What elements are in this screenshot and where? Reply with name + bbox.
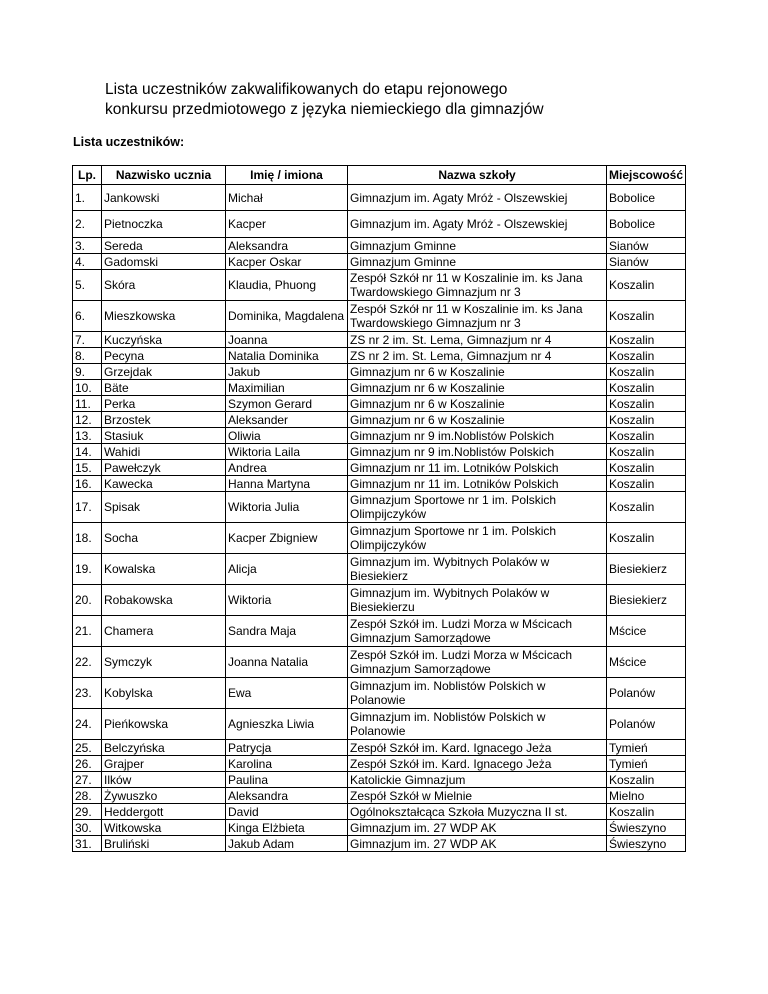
row-number: 19. [73,554,102,585]
school-name: Zespół Szkół im. Ludzi Morza w Mścicach Gimnazjum Samorządowe [348,616,607,647]
row-number: 24. [73,709,102,740]
row-number: 29. [73,804,102,820]
town: Koszalin [607,492,686,523]
town: Polanów [607,709,686,740]
table-row [73,788,686,804]
table-row [73,380,686,396]
surname: Robakowska [102,585,226,616]
first-name: Oliwia [226,428,348,444]
school-name: ZS nr 2 im. St. Lema, Gimnazjum nr 4 [348,332,607,348]
table-row [73,740,686,756]
row-number: 1. [73,185,102,211]
school-name: Zespół Szkół im. Kard. Ignacego Jeża [348,756,607,772]
surname: Socha [102,523,226,554]
table-row [73,476,686,492]
row-number: 8. [73,348,102,364]
first-name: Kacper Oskar [226,254,348,270]
row-number: 23. [73,678,102,709]
first-name: Kacper Zbigniew [226,523,348,554]
table-row [73,709,686,740]
town: Koszalin [607,364,686,380]
town: Koszalin [607,301,686,332]
town: Koszalin [607,523,686,554]
table-header-row [73,166,686,185]
first-name: Aleksandra [226,238,348,254]
table-row [73,254,686,270]
table-row [73,585,686,616]
first-name: Hanna Martyna [226,476,348,492]
table-row [73,348,686,364]
school-name: Gimnazjum im. Noblistów Polskich w Polanowie [348,678,607,709]
row-number: 3. [73,238,102,254]
first-name: Wiktoria [226,585,348,616]
surname: Jankowski [102,185,226,211]
table-row [73,523,686,554]
school-name: Zespół Szkół nr 11 w Koszalinie im. ks Jana Twardowskiego Gimnazjum nr 3 [348,301,607,332]
title-line-1: Lista uczestników zakwalifikowanych do etapu rejonowego [105,81,508,98]
town: Koszalin [607,428,686,444]
school-name: Zespół Szkół w Mielnie [348,788,607,804]
row-number: 22. [73,647,102,678]
row-number: 15. [73,460,102,476]
header-school: Nazwa szkoły [348,166,607,185]
table-row [73,678,686,709]
first-name: Michał [226,185,348,211]
first-name: Joanna Natalia [226,647,348,678]
school-name: ZS nr 2 im. St. Lema, Gimnazjum nr 4 [348,348,607,364]
surname: Pietnoczka [102,211,226,238]
table-body [73,185,686,852]
row-number: 18. [73,523,102,554]
first-name: Patrycja [226,740,348,756]
school-name: Gimnazjum nr 11 im. Lotników Polskich [348,460,607,476]
table-row [73,412,686,428]
surname: Witkowska [102,820,226,836]
document-title [105,80,544,120]
town: Świeszyno [607,836,686,852]
surname: Heddergott [102,804,226,820]
surname: Spisak [102,492,226,523]
town: Polanów [607,678,686,709]
surname: Bäte [102,380,226,396]
surname: Wahidi [102,444,226,460]
school-name: Ogólnokształcąca Szkoła Muzyczna II st. [348,804,607,820]
first-name: Aleksander [226,412,348,428]
surname: Grajper [102,756,226,772]
school-name: Gimnazjum nr 11 im. Lotników Polskich [348,476,607,492]
surname: Bruliński [102,836,226,852]
table-row [73,460,686,476]
school-name: Gimnazjum Gminne [348,238,607,254]
town: Koszalin [607,348,686,364]
table-row [73,554,686,585]
school-name: Katolickie Gimnazjum [348,772,607,788]
table-row [73,185,686,211]
row-number: 4. [73,254,102,270]
table-row [73,301,686,332]
town: Biesiekierz [607,554,686,585]
table-row [73,492,686,523]
first-name: Kacper [226,211,348,238]
first-name: Aleksandra [226,788,348,804]
town: Koszalin [607,332,686,348]
surname: Belczyńska [102,740,226,756]
row-number: 16. [73,476,102,492]
first-name: David [226,804,348,820]
surname: Pieńkowska [102,709,226,740]
first-name: Dominika, Magdalena [226,301,348,332]
town: Mścice [607,616,686,647]
town: Koszalin [607,380,686,396]
table-row [73,270,686,301]
town: Sianów [607,254,686,270]
row-number: 20. [73,585,102,616]
table-row [73,756,686,772]
surname: Żywuszko [102,788,226,804]
table-row [73,364,686,380]
school-name: Gimnazjum im. Wybitnych Polaków w Biesiekierz [348,554,607,585]
row-number: 6. [73,301,102,332]
table-row [73,647,686,678]
row-number: 9. [73,364,102,380]
row-number: 25. [73,740,102,756]
table-row [73,836,686,852]
row-number: 27. [73,772,102,788]
first-name: Klaudia, Phuong [226,270,348,301]
table-row [73,332,686,348]
school-name: Zespół Szkół im. Kard. Ignacego Jeża [348,740,607,756]
first-name: Karolina [226,756,348,772]
school-name: Zespół Szkół nr 11 w Koszalinie im. ks Jana Twardowskiego Gimnazjum nr 3 [348,270,607,301]
row-number: 30. [73,820,102,836]
school-name: Gimnazjum im. Agaty Mróż - Olszewskiej [348,211,607,238]
town: Tymień [607,740,686,756]
first-name: Joanna [226,332,348,348]
town: Tymień [607,756,686,772]
row-number: 2. [73,211,102,238]
first-name: Sandra Maja [226,616,348,647]
surname: Perka [102,396,226,412]
town: Koszalin [607,444,686,460]
town: Bobolice [607,211,686,238]
row-number: 7. [73,332,102,348]
row-number: 21. [73,616,102,647]
town: Bobolice [607,185,686,211]
surname: Stasiuk [102,428,226,444]
row-number: 13. [73,428,102,444]
first-name: Wiktoria Laila [226,444,348,460]
surname: Gadomski [102,254,226,270]
surname: Chamera [102,616,226,647]
row-number: 28. [73,788,102,804]
table-row [73,616,686,647]
school-name: Gimnazjum Gminne [348,254,607,270]
surname: Kuczyńska [102,332,226,348]
first-name: Paulina [226,772,348,788]
town: Mielno [607,788,686,804]
first-name: Maximilian [226,380,348,396]
first-name: Jakub [226,364,348,380]
first-name: Kinga Elżbieta [226,820,348,836]
first-name: Andrea [226,460,348,476]
surname: Ilków [102,772,226,788]
school-name: Gimnazjum im. Noblistów Polskich w Polanowie [348,709,607,740]
surname: Kowalska [102,554,226,585]
school-name: Gimnazjum nr 9 im.Noblistów Polskich [348,444,607,460]
town: Mścice [607,647,686,678]
table-row [73,804,686,820]
participants-table [72,165,686,852]
surname: Sereda [102,238,226,254]
table-row [73,396,686,412]
town: Świeszyno [607,820,686,836]
first-name: Alicja [226,554,348,585]
first-name: Agnieszka Liwia [226,709,348,740]
title-line-2: konkursu przedmiotowego z języka niemieckiego dla gimnazjów [105,101,544,118]
school-name: Gimnazjum im. Wybitnych Polaków w Biesiekierzu [348,585,607,616]
surname: Symczyk [102,647,226,678]
surname: Grzejdak [102,364,226,380]
surname: Skóra [102,270,226,301]
section-heading: Lista uczestników: [73,135,185,149]
row-number: 10. [73,380,102,396]
first-name: Szymon Gerard [226,396,348,412]
town: Sianów [607,238,686,254]
school-name: Zespół Szkół im. Ludzi Morza w Mścicach Gimnazjum Samorządowe [348,647,607,678]
header-surname: Nazwisko ucznia [102,166,226,185]
table-row [73,428,686,444]
town: Koszalin [607,270,686,301]
table-row [73,238,686,254]
town: Koszalin [607,412,686,428]
row-number: 14. [73,444,102,460]
town: Koszalin [607,476,686,492]
first-name: Wiktoria Julia [226,492,348,523]
first-name: Ewa [226,678,348,709]
first-name: Natalia Dominika [226,348,348,364]
surname: Kawecka [102,476,226,492]
town: Koszalin [607,396,686,412]
school-name: Gimnazjum Sportowe nr 1 im. Polskich Olimpijczyków [348,523,607,554]
school-name: Gimnazjum im. Agaty Mróż - Olszewskiej [348,185,607,211]
school-name: Gimnazjum Sportowe nr 1 im. Polskich Olimpijczyków [348,492,607,523]
row-number: 31. [73,836,102,852]
table-row [73,211,686,238]
surname: Brzostek [102,412,226,428]
row-number: 11. [73,396,102,412]
header-lp: Lp. [73,166,102,185]
town: Koszalin [607,460,686,476]
town: Koszalin [607,804,686,820]
town: Koszalin [607,772,686,788]
row-number: 12. [73,412,102,428]
school-name: Gimnazjum nr 9 im.Noblistów Polskich [348,428,607,444]
school-name: Gimnazjum nr 6 w Koszalinie [348,396,607,412]
school-name: Gimnazjum nr 6 w Koszalinie [348,412,607,428]
table-row [73,772,686,788]
surname: Kobylska [102,678,226,709]
surname: Mieszkowska [102,301,226,332]
row-number: 17. [73,492,102,523]
school-name: Gimnazjum nr 6 w Koszalinie [348,364,607,380]
row-number: 26. [73,756,102,772]
surname: Pawełczyk [102,460,226,476]
header-first-name: Imię / imiona [226,166,348,185]
table-row [73,444,686,460]
school-name: Gimnazjum nr 6 w Koszalinie [348,380,607,396]
table-row [73,820,686,836]
school-name: Gimnazjum im. 27 WDP AK [348,836,607,852]
first-name: Jakub Adam [226,836,348,852]
surname: Pecyna [102,348,226,364]
header-town: Miejscowość [607,166,686,185]
school-name: Gimnazjum im. 27 WDP AK [348,820,607,836]
row-number: 5. [73,270,102,301]
town: Biesiekierz [607,585,686,616]
